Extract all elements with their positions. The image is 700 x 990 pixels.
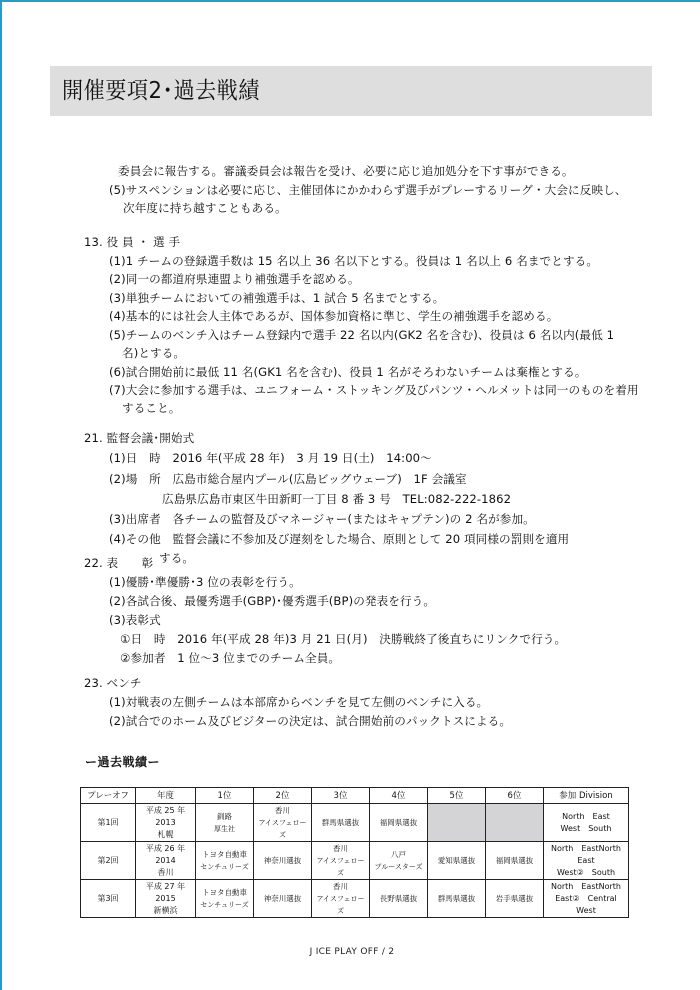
section-21-item: (3)出席者 各チームの監督及びマネージャー(またはキャプテン)の 2 名が参加。 bbox=[109, 512, 535, 526]
venue: 札幌 bbox=[157, 829, 174, 839]
section-22-item: (3)表彰式 bbox=[109, 613, 161, 627]
division-line: North EastNorth bbox=[550, 881, 621, 891]
column-header-6th: 6位 bbox=[486, 788, 544, 804]
team-name-sub: アイスフェローズ bbox=[316, 856, 365, 877]
column-header-4th: 4位 bbox=[370, 788, 428, 804]
team-name: 神奈川選抜 bbox=[263, 893, 302, 903]
rank-3-cell bbox=[312, 842, 370, 880]
rank-3-cell bbox=[312, 804, 370, 842]
round-cell bbox=[81, 804, 136, 842]
round-label: 第1回 bbox=[97, 817, 119, 827]
round-label: 第3回 bbox=[97, 893, 119, 903]
continuation-item-5-cont: 次年度に持ち越すこともある。 bbox=[123, 201, 287, 215]
division-cell bbox=[544, 842, 629, 880]
section-13-item-cont: 名)とする。 bbox=[122, 346, 186, 360]
rank-6-cell bbox=[486, 842, 544, 880]
team-name-sub: 厚生社 bbox=[214, 824, 235, 833]
section-21-heading: 21. 監督会議･開始式 bbox=[84, 431, 195, 445]
year-value: 2013 bbox=[155, 817, 176, 827]
team-name-sub: センチュリーズ bbox=[200, 900, 249, 909]
year-era: 平成 26 年 bbox=[145, 843, 186, 853]
section-22-heading: 22. 表 彰 bbox=[84, 556, 154, 570]
column-header-5th: 5位 bbox=[428, 788, 486, 804]
year-cell bbox=[136, 842, 196, 880]
division-line: West② South bbox=[556, 867, 616, 877]
rank-6-cell bbox=[486, 804, 544, 842]
year-cell bbox=[136, 804, 196, 842]
past-results-heading: ー過去戦績ー bbox=[85, 755, 161, 769]
rank-4-cell bbox=[370, 842, 428, 880]
table-row bbox=[81, 842, 629, 880]
rank-5-cell bbox=[428, 804, 486, 842]
rank-2-cell bbox=[254, 880, 312, 918]
column-header-2nd: 2位 bbox=[254, 788, 312, 804]
round-cell bbox=[81, 880, 136, 918]
team-name: 神奈川選抜 bbox=[263, 855, 302, 865]
division-line: North East bbox=[562, 811, 610, 821]
past-results-table bbox=[80, 787, 629, 918]
section-23-item: (1)対戦表の左側チームは本部席からベンチを見て左側のベンチに入る。 bbox=[109, 695, 489, 709]
team-name: トヨタ自動車 bbox=[202, 849, 247, 859]
column-header-3rd: 3位 bbox=[312, 788, 370, 804]
round-cell bbox=[81, 842, 136, 880]
section-13-heading: 13. 役 員 ・ 選 手 bbox=[84, 235, 181, 249]
team-name: 群馬県選抜 bbox=[321, 817, 360, 827]
table-header-row bbox=[81, 788, 629, 804]
team-name-sub: アイスフェローズ bbox=[258, 818, 307, 839]
section-22-item: (2)各試合後、最優秀選手(GBP)･優秀選手(BP)の発表を行う。 bbox=[109, 594, 436, 608]
year-value: 2014 bbox=[155, 855, 176, 865]
division-line: East② Central bbox=[555, 893, 617, 903]
section-22-subitem: ②参加者 1 位～3 位までのチーム全員。 bbox=[120, 651, 341, 665]
team-name: トヨタ自動車 bbox=[202, 887, 247, 897]
rank-4-cell bbox=[370, 880, 428, 918]
team-name-sub: ブルースターズ bbox=[374, 862, 423, 871]
division-cell bbox=[544, 880, 629, 918]
division-line: West bbox=[576, 905, 596, 915]
rank-6-cell bbox=[486, 880, 544, 918]
page-header-bar bbox=[50, 66, 652, 116]
venue: 新横浜 bbox=[153, 905, 178, 915]
section-13-item: (1)1 チームの登録選手数は 15 名以上 36 名以下とする。役員は 1 名以上 6 名までとする。 bbox=[109, 254, 599, 268]
rank-1-cell bbox=[196, 880, 254, 918]
venue: 香川 bbox=[157, 867, 174, 877]
team-name: 岩手県選抜 bbox=[495, 893, 534, 903]
rank-1-cell bbox=[196, 804, 254, 842]
section-21-item: (1)日 時 2016 年(平成 28 年) 3 月 19 日(土) 14:00～ bbox=[109, 451, 432, 465]
rank-2-cell bbox=[254, 842, 312, 880]
team-name: 福岡県選抜 bbox=[495, 855, 534, 865]
section-21-item: (4)その他 監督会議に不参加及び遅刻をした場合、原則として 20 項同様の罰則を適用 bbox=[109, 532, 570, 546]
round-label: 第2回 bbox=[97, 855, 119, 865]
page-footer: J ICE PLAY OFF / 2 bbox=[309, 947, 395, 957]
section-13-item: (3)単独チームにおいての補強選手は、1 試合 5 名までとする。 bbox=[109, 291, 445, 305]
division-cell bbox=[544, 804, 629, 842]
section-13-item: (5)チームのベンチ入はチーム登録内で選手 22 名以内(GK2 名を含む)、役員は 6 名以内(最低 1 bbox=[109, 328, 615, 342]
page-title: 開催要項2･過去戦績 bbox=[62, 78, 260, 104]
rank-1-cell bbox=[196, 842, 254, 880]
team-name: 愛知県選抜 bbox=[437, 855, 476, 865]
year-value: 2015 bbox=[155, 893, 176, 903]
year-era: 平成 25 年 bbox=[145, 805, 186, 815]
team-name: 長野県選抜 bbox=[379, 893, 418, 903]
rank-2-cell bbox=[254, 804, 312, 842]
team-name: 群馬県選抜 bbox=[437, 893, 476, 903]
section-22-item: (1)優勝･準優勝･3 位の表彰を行う。 bbox=[109, 575, 301, 589]
division-line: East bbox=[577, 855, 595, 865]
division-line: North EastNorth bbox=[550, 843, 621, 853]
continuation-text: 委員会に報告する。審議委員会は報告を受け、必要に応じ追加処分を下す事ができる。 bbox=[118, 164, 574, 178]
rank-5-cell bbox=[428, 842, 486, 880]
section-21-item: (2)場 所 広島市総合屋内プール(広島ビッグウェーブ) 1F 会議室 bbox=[109, 472, 467, 486]
division-line: West South bbox=[560, 823, 612, 833]
section-23-item: (2)試合でのホーム及びビジターの決定は、試合開始前のパックトスによる。 bbox=[109, 714, 512, 728]
rank-3-cell bbox=[312, 880, 370, 918]
team-name: 釧路 bbox=[217, 811, 232, 821]
column-header-1st: 1位 bbox=[196, 788, 254, 804]
team-name: 香川 bbox=[333, 843, 348, 853]
team-name: 八戸 bbox=[391, 849, 406, 859]
team-name-sub: センチュリーズ bbox=[200, 862, 249, 871]
table-row bbox=[81, 880, 629, 918]
year-era: 平成 27 年 bbox=[145, 881, 186, 891]
section-13-item-cont: すること。 bbox=[122, 401, 181, 415]
section-13-item: (4)基本的には社会人主体であるが、国体参加資格に準じ、学生の補強選手を認める。 bbox=[109, 309, 559, 323]
rank-5-cell bbox=[428, 880, 486, 918]
section-13-item: (7)大会に参加する選手は、ユニフォーム・ストッキング及びパンツ・ヘルメットは同一のものを着用 bbox=[109, 383, 639, 397]
rank-4-cell bbox=[370, 804, 428, 842]
column-header-playoff: プレーオフ bbox=[81, 788, 136, 804]
section-13-item: (2)同一の都道府県連盟より補強選手を認める。 bbox=[109, 272, 360, 286]
column-header-year: 年度 bbox=[136, 788, 196, 804]
team-name: 福岡県選抜 bbox=[379, 817, 418, 827]
team-name: 香川 bbox=[275, 805, 290, 815]
year-cell bbox=[136, 880, 196, 918]
continuation-item-5: (5)サスペンションは必要に応じ、主催団体にかかわらず選手がプレーするリーグ・大会に反映し、 bbox=[109, 183, 627, 197]
section-22-subitem: ①日 時 2016 年(平成 28 年)3 月 21 日(月) 決勝戦終了後直ちにリンクで行う。 bbox=[120, 632, 567, 646]
section-21-item-address: 広島県広島市東区牛田新町一丁目 8 番 3 号 TEL:082-222-1862 bbox=[162, 492, 512, 506]
column-header-division: 参加 Division bbox=[544, 788, 629, 804]
team-name: 香川 bbox=[333, 881, 348, 891]
section-21-item-cont: する。 bbox=[159, 551, 195, 565]
team-name-sub: アイスフェローズ bbox=[316, 894, 365, 915]
table-row bbox=[81, 804, 629, 842]
section-23-heading: 23. ベンチ bbox=[84, 676, 142, 690]
section-13-item: (6)試合開始前に最低 11 名(GK1 名を含む)、役員 1 名がそろわないチームは棄権とする。 bbox=[109, 365, 587, 379]
